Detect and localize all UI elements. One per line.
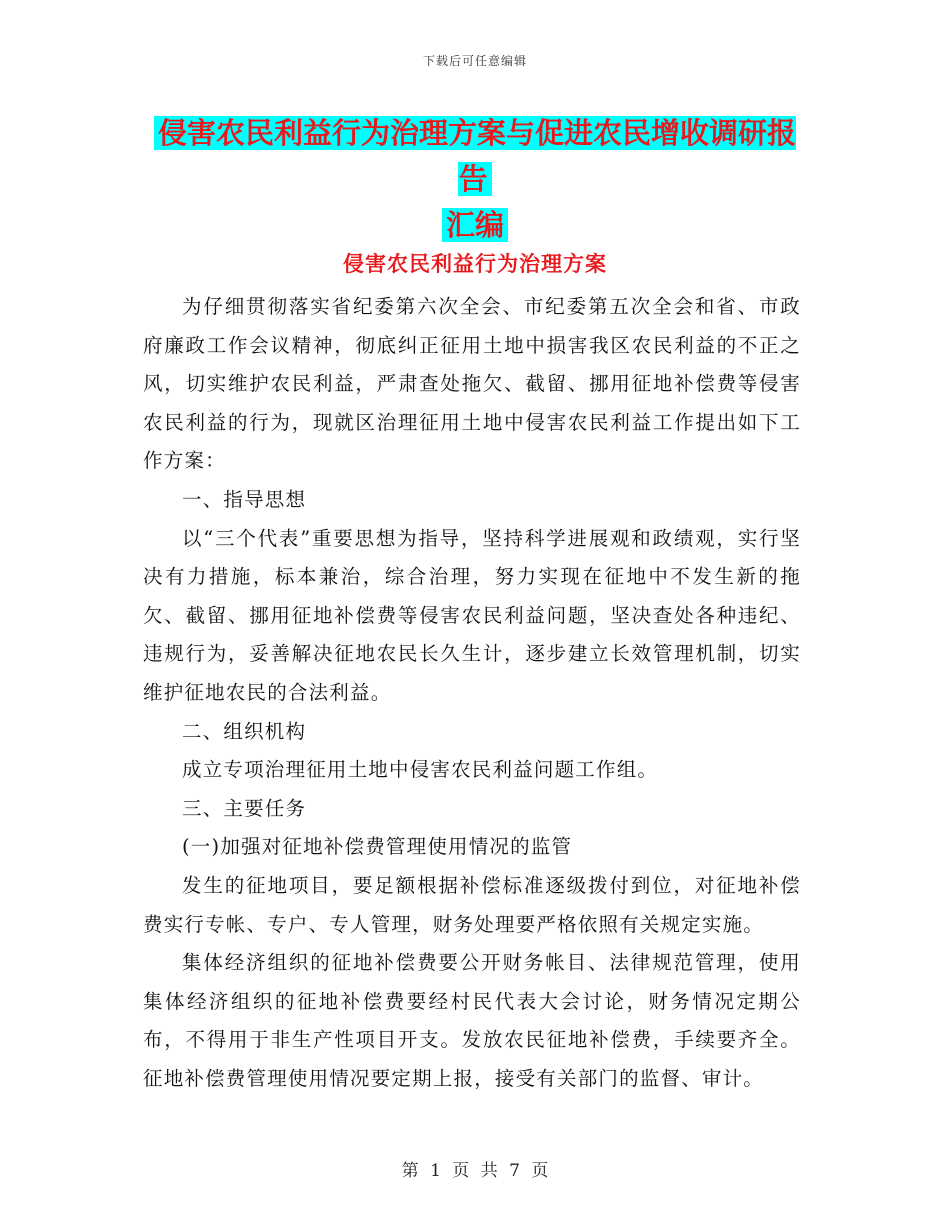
document-title bbox=[150, 110, 800, 248]
heading-guiding-thought: 一、指导思想 bbox=[182, 487, 307, 511]
paragraph: 发生的征地项目，要足额根据补偿标准逐级拨付到位，对征地补偿费实行专帐、专户、专人管理，财务处理要严格依照有关规定实施。 bbox=[143, 873, 801, 936]
paragraph: 以“三个代表”重要思想为指导，坚持科学进展观和政绩观，实行坚决有力措施，标本兼治，综合治理，努力实现在征地中不发生新的拖欠、截留、挪用征地补偿费等侵害农民利益问题，坚决查处各种违纪、违规行为，妥善解决征地农民长久生计，逐步建立长效管理机制，切实维护征地农民的合法利益。 bbox=[143, 526, 801, 704]
section-title: 侵害农民利益行为治理方案 bbox=[343, 252, 607, 276]
heading-main-tasks: 三、主要任务 bbox=[182, 796, 307, 820]
paragraph: 集体经济组织的征地补偿费要公开财务帐目、法律规范管理，使用集体经济组织的征地补偿费要经村民代表大会讨论，财务情况定期公布，不得用于非生产性项目开支。发放农民征地补偿费，手续要齐全。征地补偿费管理使用情况要定期上报，接受有关部门的监督、审计。 bbox=[143, 951, 801, 1090]
paragraph: 成立专项治理征用土地中侵害农民利益问题工作组。 bbox=[182, 758, 659, 782]
paragraph: 为仔细贯彻落实省纪委第六次全会、市纪委第五次全会和省、市政府廉政工作会议精神，彻底纠正征用土地中损害我区农民利益的不正之风，切实维护农民利益，严肃查处拖欠、截留、挪用征地补偿费等侵害农民利益的行为，现就区治理征用土地中侵害农民利益工作提出如下工作方案： bbox=[143, 295, 801, 473]
heading-organization: 二、组织机构 bbox=[182, 719, 307, 743]
page-number-footer: 第 1 页 共 7 页 bbox=[401, 1161, 549, 1181]
page-header-note: 下载后可任意编辑 bbox=[422, 54, 527, 68]
subheading-task-1: (一)加强对征地补偿费管理使用情况的监管 bbox=[182, 835, 573, 859]
document-title-line-2: 汇编 bbox=[442, 208, 508, 242]
document-title-line-1: 侵害农民利益行为治理方案与促进农民增收调研报告 bbox=[154, 116, 796, 196]
document-body bbox=[143, 288, 801, 1098]
